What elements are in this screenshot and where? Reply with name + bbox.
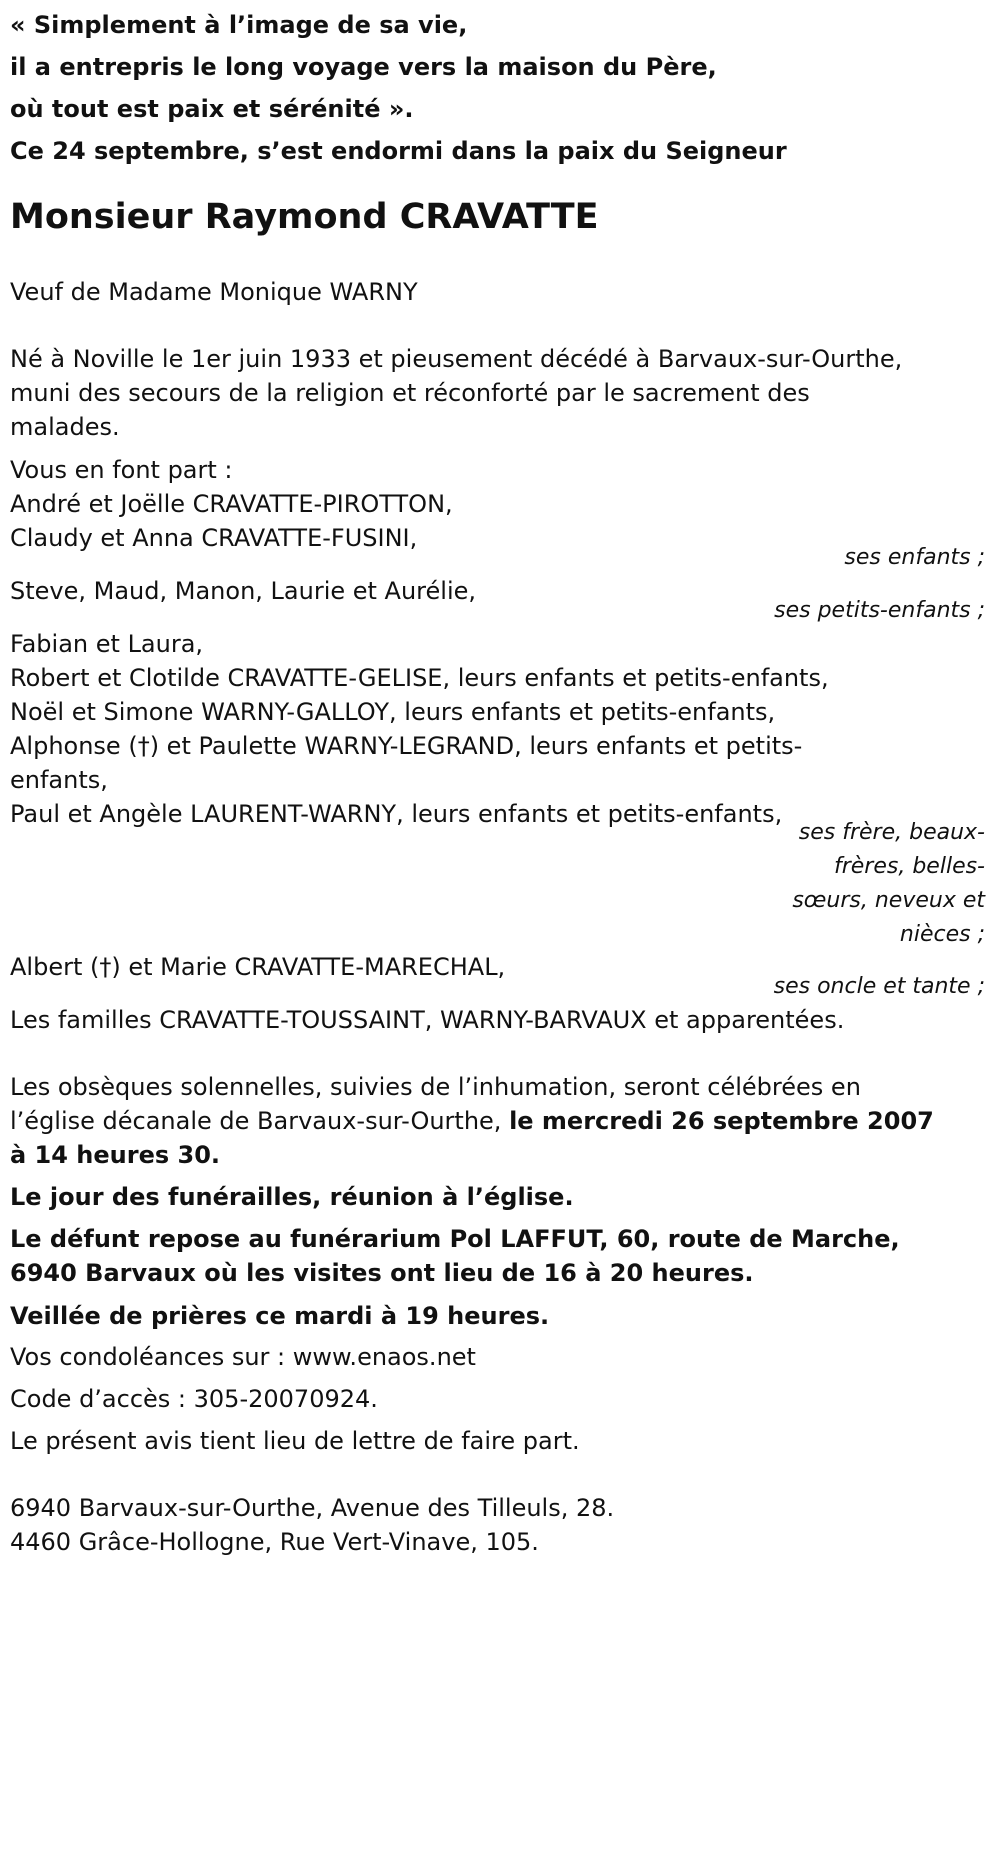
funeral-line-1: Les obsèques solennelles, suivies de l’inhumation, seront célébrées en — [10, 1073, 861, 1101]
sibling-line-4: Alphonse (†) et Paulette WARNY-LEGRAND, leurs enfants et petits- — [10, 732, 803, 760]
rest-line-2: 6940 Barvaux où les visites ont lieu de 16 à 20 heures. — [10, 1259, 754, 1287]
families-line: Les familles CRAVATTE-TOUSSAINT, WARNY-BARVAUX et apparentées. — [10, 1006, 845, 1034]
sibling-line-5: enfants, — [10, 766, 108, 794]
sibling-line-2: Robert et Clotilde CRAVATTE-GELISE, leurs enfants et petits-enfants, — [10, 664, 829, 692]
address-line-2: 4460 Grâce-Hollogne, Rue Vert-Vinave, 105. — [10, 1528, 539, 1556]
quote-line-3: où tout est paix et sérénité ». — [10, 95, 414, 123]
siblings-role-1: ses frère, beaux- — [798, 820, 985, 845]
birth-line-3: malades. — [10, 413, 120, 441]
quote-line-1: « Simplement à l’image de sa vie, — [10, 11, 468, 39]
vigil-line: Veillée de prières ce mardi à 19 heures. — [10, 1302, 550, 1330]
grandchildren-role: ses petits-enfants ; — [774, 598, 985, 623]
siblings-role-4: nièces ; — [899, 922, 985, 947]
funeral-time: à 14 heures 30. — [10, 1141, 221, 1169]
uncle-line: Albert (†) et Marie CRAVATTE-MARECHAL, — [10, 953, 506, 981]
child-line-2: Claudy et Anna CRAVATTE-FUSINI, — [10, 524, 418, 552]
sibling-line-3: Noël et Simone WARNY-GALLOY, leurs enfants et petits-enfants, — [10, 698, 776, 726]
siblings-role-3: sœurs, neveux et — [792, 888, 985, 913]
grandchildren-line: Steve, Maud, Manon, Laurie et Aurélie, — [10, 577, 477, 605]
children-role: ses enfants ; — [844, 545, 985, 570]
death-announcement: Ce 24 septembre, s’est endormi dans la paix du Seigneur — [10, 137, 787, 165]
access-code-line: Code d’accès : 305-20070924. — [10, 1385, 378, 1413]
quote-line-2: il a entrepris le long voyage vers la maison du Père, — [10, 53, 717, 81]
gathering-line: Le jour des funérailles, réunion à l’église. — [10, 1183, 574, 1211]
uncle-role: ses oncle et tante ; — [773, 974, 985, 999]
family-intro: Vous en font part : — [10, 456, 233, 484]
siblings-role-2: frères, belles- — [833, 854, 985, 879]
widower-line: Veuf de Madame Monique WARNY — [10, 278, 418, 306]
birth-line-1: Né à Noville le 1er juin 1933 et pieusement décédé à Barvaux-sur-Ourthe, — [10, 345, 903, 373]
notice-line: Le présent avis tient lieu de lettre de faire part. — [10, 1427, 580, 1455]
child-line-1: André et Joëlle CRAVATTE-PIROTTON, — [10, 490, 453, 518]
funeral-place: l’église décanale de Barvaux-sur-Ourthe, — [10, 1107, 510, 1135]
address-line-1: 6940 Barvaux-sur-Ourthe, Avenue des Tilleuls, 28. — [10, 1494, 615, 1522]
funeral-date: le mercredi 26 septembre 2007 — [509, 1107, 934, 1135]
deceased-name: Monsieur Raymond CRAVATTE — [10, 197, 599, 237]
condolences-line: Vos condoléances sur : www.enaos.net — [10, 1343, 476, 1371]
sibling-line-1: Fabian et Laura, — [10, 630, 204, 658]
sibling-line-6: Paul et Angèle LAURENT-WARNY, leurs enfants et petits-enfants, — [10, 800, 783, 828]
birth-line-2: muni des secours de la religion et réconforté par le sacrement des — [10, 379, 810, 407]
rest-line-1: Le défunt repose au funérarium Pol LAFFUT, 60, route de Marche, — [10, 1225, 900, 1253]
